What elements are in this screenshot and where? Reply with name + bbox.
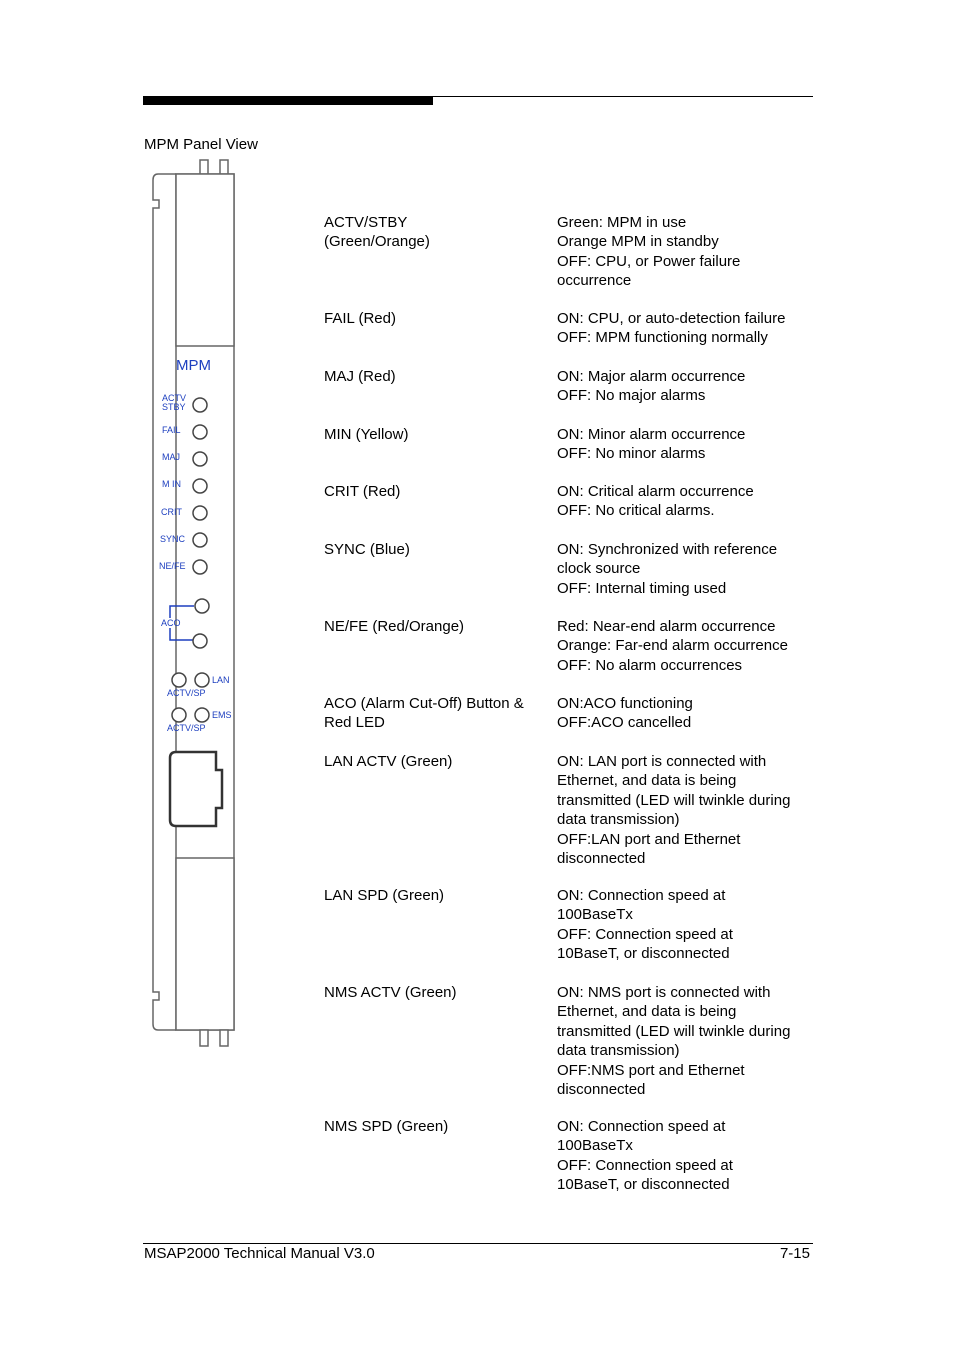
row-desc-line: Orange: Far-end alarm occurrence [557, 637, 788, 655]
row-desc-line: clock source [557, 560, 641, 578]
row-name-line: ACO (Alarm Cut-Off) Button & [324, 695, 524, 712]
row-desc-line: disconnected [557, 850, 646, 868]
ems-sub-label: ACTV/SP [167, 723, 206, 733]
row-name-line: SYNC (Blue) [324, 541, 410, 558]
row-desc-line: ON: LAN port is connected with [557, 753, 767, 770]
aco-button [193, 634, 207, 648]
row-desc-line: 100BaseTx [557, 906, 633, 924]
row-name-line: FAIL (Red) [324, 310, 396, 327]
lan-sub-label: ACTV/SP [167, 688, 206, 698]
row-name-line: NMS ACTV (Green) [324, 984, 457, 1001]
row-desc-line: ON:ACO functioning [557, 695, 693, 712]
row-name-line: LAN SPD (Green) [324, 887, 445, 904]
row-desc-line: OFF: Connection speed at [557, 925, 733, 943]
row-desc-line: OFF: Internal timing used [557, 579, 727, 597]
lan-label: LAN [212, 675, 230, 685]
row-desc-line: ON: CPU, or auto-detection failure [557, 310, 786, 327]
panel-title: MPM [176, 357, 211, 374]
row-name-line: MAJ (Red) [324, 368, 396, 385]
row-desc-line: transmitted (LED will twinkle during [557, 1022, 791, 1040]
row-desc-line: Ethernet, and data is being [557, 772, 737, 790]
led-label-fail: FAIL [162, 425, 181, 435]
footer-rule [143, 1243, 813, 1244]
header-rule-thin [433, 96, 813, 97]
aco-led [195, 599, 209, 613]
row-name-line: NE/FE (Red/Orange) [324, 618, 465, 635]
row-desc-line: ON: NMS port is connected with [557, 984, 771, 1001]
nms-actv-led [172, 708, 186, 722]
row-desc-line: 100BaseTx [557, 1137, 633, 1155]
row-name-line: NMS SPD (Green) [324, 1118, 449, 1135]
row-desc-line: ON: Minor alarm occurrence [557, 426, 746, 443]
row-desc-line: OFF:ACO cancelled [557, 714, 692, 732]
row-desc-line: ON: Synchronized with reference [557, 541, 778, 558]
row-desc-line: OFF: No alarm occurrences [557, 656, 743, 674]
row-name-line: ACTV/STBY [324, 214, 408, 231]
row-desc-line: OFF: No major alarms [557, 387, 706, 405]
header-rule-thick [143, 96, 433, 105]
row-desc-line: OFF: CPU, or Power failure [557, 252, 741, 270]
ethernet-port [170, 752, 222, 826]
row-desc-line: OFF:NMS port and Ethernet [557, 1061, 745, 1079]
row-desc-line: OFF: MPM functioning normally [557, 329, 768, 347]
actv-stby-led [193, 398, 207, 412]
footer-title: MSAP2000 Technical Manual V3.0 [144, 1245, 375, 1262]
figure-caption: MPM Panel View [144, 136, 258, 153]
row-desc-line: OFF: No critical alarms. [557, 502, 715, 520]
row-desc-line: OFF: Connection speed at [557, 1156, 733, 1174]
ems-label: EMS [212, 710, 232, 720]
fail-led [193, 425, 207, 439]
mpm-panel-illustration [148, 156, 240, 1052]
row-name-line: (Green/Orange) [324, 233, 430, 251]
row-desc-line: occurrence [557, 272, 632, 290]
row-name-line: Red LED [324, 714, 385, 732]
row-desc-line: Red: Near-end alarm occurrence [557, 618, 776, 635]
row-name-line: MIN (Yellow) [324, 426, 409, 443]
maj-led [193, 452, 207, 466]
led-label-crit: CRIT [161, 507, 182, 517]
row-name-line: LAN ACTV (Green) [324, 753, 453, 770]
row-desc-line: Ethernet, and data is being [557, 1003, 737, 1021]
row-desc-line: Orange MPM in standby [557, 233, 719, 251]
row-desc-line: ON: Major alarm occurrence [557, 368, 746, 385]
row-desc-line: transmitted (LED will twinkle during [557, 791, 791, 809]
led-label-stby: STBY [162, 402, 186, 412]
row-desc-line: OFF: No minor alarms [557, 445, 706, 463]
row-desc-line: 10BaseT, or disconnected [557, 945, 730, 963]
row-desc-line: ON: Connection speed at [557, 887, 726, 904]
row-desc-line: Green: MPM in use [557, 214, 687, 231]
crit-led [193, 506, 207, 520]
row-desc-line: ON: Critical alarm occurrence [557, 483, 754, 500]
led-label-actv: ACTV [162, 393, 187, 403]
row-name-line: CRIT (Red) [324, 483, 401, 500]
sync-led [193, 533, 207, 547]
row-desc-line: 10BaseT, or disconnected [557, 1176, 730, 1194]
nms-spd-led [195, 708, 209, 722]
led-label-sync: SYNC [160, 534, 186, 544]
led-label-min: M IN [162, 479, 181, 489]
led-label-maj: MAJ [162, 452, 180, 462]
aco-label: ACO [161, 618, 181, 628]
row-desc-line: OFF:LAN port and Ethernet [557, 830, 741, 848]
page-number: 7-15 [779, 1245, 810, 1262]
row-desc-line: disconnected [557, 1081, 646, 1099]
min-led [193, 479, 207, 493]
row-desc-line: ON: Connection speed at [557, 1118, 726, 1135]
row-desc-line: data transmission) [557, 1042, 680, 1060]
led-label-nefe: NE/FE [159, 561, 186, 571]
row-desc-line: data transmission) [557, 811, 680, 829]
lan-spd-led [195, 673, 209, 687]
lan-actv-led [172, 673, 186, 687]
nefe-led [193, 560, 207, 574]
